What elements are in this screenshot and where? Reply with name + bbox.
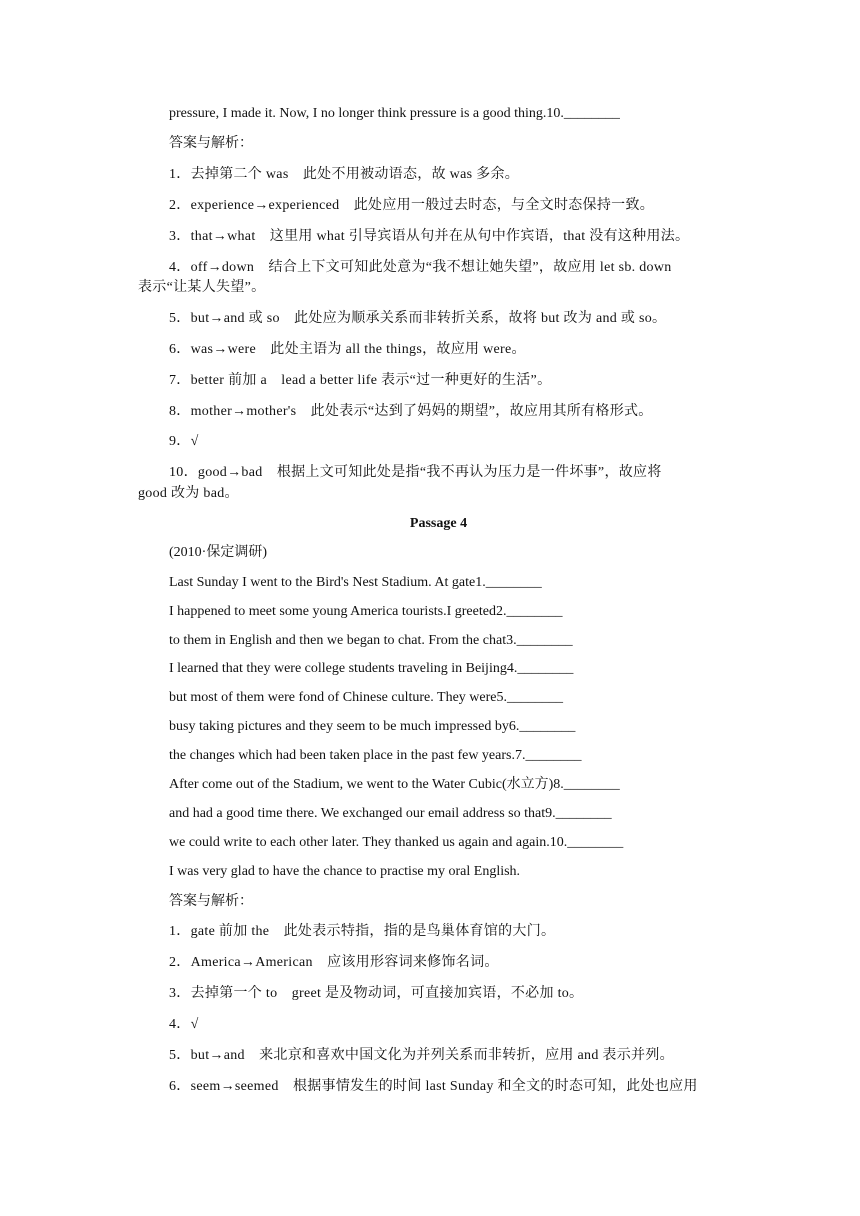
answer-item-1: 1．去掉第二个 was 此处不用被动语态，故 was 多余。 <box>169 167 520 182</box>
passage-text-line: pressure, I made it. Now, I no longer think pressure is a good thing.10.________ <box>169 106 620 121</box>
answer-item-2: 2．America→American 应该用形容词来修饰名词。 <box>169 955 499 970</box>
answer-item-7: 7．better 前加 a lead a better life 表示“过一种更好的生活”。 <box>169 373 552 388</box>
passage-line-5: but most of them were fond of Chinese culture. They were5.________ <box>169 690 563 705</box>
answer-item-3: 3．that→what 这里用 what 引导宾语从句并在从句中作宾语，that 没有这种用法。 <box>169 229 690 244</box>
passage-line-8: After come out of the Stadium, we went to the Water Cubic(水立方)8.________ <box>169 777 620 792</box>
passage-line-2: I happened to meet some young America tourists.I greeted2.________ <box>169 604 563 619</box>
passage-line-1: Last Sunday I went to the Bird's Nest Stadium. At gate1.________ <box>169 575 542 590</box>
passage-line-11: I was very glad to have the chance to practise my oral English. <box>169 864 521 879</box>
answer-item-6: 6．was→were 此处主语为 all the things，故应用 were。 <box>169 342 526 357</box>
answer-item-2: 2．experience→experienced 此处应用一般过去时态，与全文时态保持一致。 <box>169 198 655 213</box>
passage-line-6: busy taking pictures and they seem to be much impressed by6.________ <box>169 719 576 734</box>
answer-heading: 答案与解析： <box>169 136 253 151</box>
passage-line-10: we could write to each other later. They thanked us again and again.10.________ <box>169 835 624 850</box>
answer-item-6: 6．seem→seemed 根据事情发生的时间 last Sunday 和全文的时态可知，此处也应用 <box>169 1079 698 1094</box>
answer-item-8: 8．mother→mother's 此处表示“达到了妈妈的期望”，故应用其所有格形式。 <box>169 404 653 419</box>
answer-item-3: 3．去掉第一个 to greet 是及物动词，可直接加宾语，不必加 to。 <box>169 986 584 1001</box>
answer-item-4-continued: 表示“让某人失望”。 <box>138 280 266 295</box>
passage-line-9: and had a good time there. We exchanged our email address so that9.________ <box>169 806 612 821</box>
answer-item-9: 9．√ <box>169 434 199 449</box>
answer-item-10: 10．good→bad 根据上文可知此处是指“我不再认为压力是一件坏事”，故应将 <box>169 465 662 480</box>
answer-item-4: 4．√ <box>169 1017 199 1032</box>
answer-heading: 答案与解析： <box>169 894 253 909</box>
answer-item-5: 5．but→and 来北京和喜欢中国文化为并列关系而非转折，应用 and 表示并列。 <box>169 1048 674 1063</box>
passage-title: Passage 4 <box>409 516 468 531</box>
passage-line-3: to them in English and then we began to chat. From the chat3.________ <box>169 633 573 648</box>
passage-line-4: I learned that they were college students traveling in Beijing4.________ <box>169 661 574 676</box>
answer-item-10-continued: good 改为 bad。 <box>138 486 239 501</box>
answer-item-4: 4．off→down 结合上下文可知此处意为“我不想让她失望”，故应用 let sb. down <box>169 260 672 275</box>
answer-item-1: 1．gate 前加 the 此处表示特指，指的是鸟巢体育馆的大门。 <box>169 924 556 939</box>
answer-item-5: 5．but→and 或 so 此处应为顺承关系而非转折关系，故将 but 改为 and 或 so。 <box>169 311 667 326</box>
passage-line-7: the changes which had been taken place in the past few years.7.________ <box>169 748 582 763</box>
passage-source: (2010·保定调研) <box>169 545 267 560</box>
